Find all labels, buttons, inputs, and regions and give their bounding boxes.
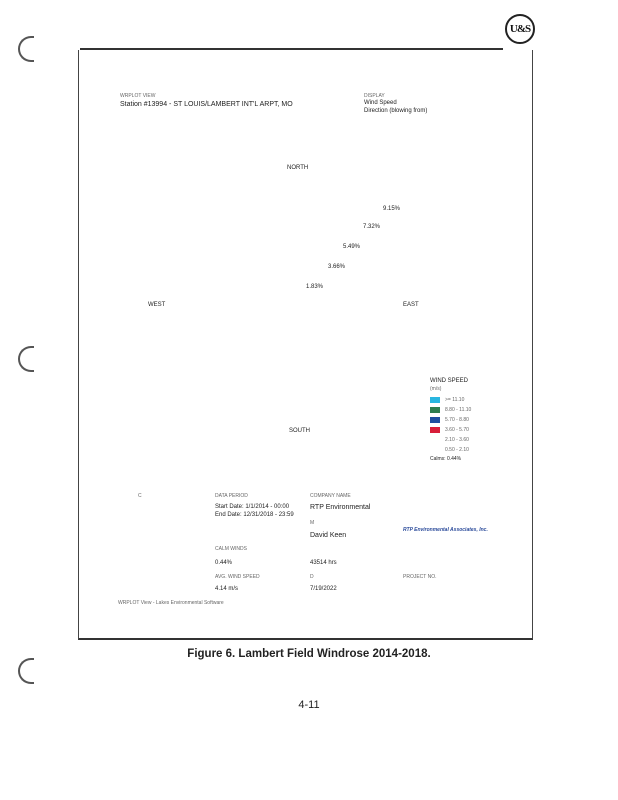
data-period-label: DATA PERIOD (215, 493, 248, 499)
legend-swatch (430, 417, 440, 423)
east-label: EAST (403, 302, 419, 308)
south-label: SOUTH (289, 428, 310, 434)
avg-speed-label: AVG. WIND SPEED (215, 574, 260, 580)
legend-calms: Calms: 0.44% (430, 456, 462, 462)
legend-label: 3.60 - 5.70 (445, 427, 469, 433)
legend-label: 8.80 - 11.10 (445, 407, 472, 413)
legend-title: WIND SPEED (430, 378, 469, 384)
legend-label: >= 11.10 (445, 397, 465, 403)
legend-label: 0.50 - 2.10 (445, 447, 469, 453)
legend-label: 5.70 - 8.80 (445, 417, 469, 423)
company-label: COMPANY NAME (310, 493, 351, 499)
north-label: NORTH (287, 165, 309, 171)
date-label: D (310, 574, 314, 580)
station-title: Station #13994 - ST LOUIS/LAMBERT INT'L ARPT, MO (120, 101, 293, 108)
calm-winds-label: CALM WINDS (215, 546, 247, 552)
display-value: Wind Speed (364, 100, 397, 106)
binder-hole-middle (18, 346, 34, 372)
ring-label: 9.15% (383, 206, 401, 212)
plot-label: WRPLOT VIEW (120, 93, 156, 99)
modeler-label: M (310, 520, 315, 526)
logo-text: U&S (509, 23, 531, 35)
windrose-figure-frame (78, 50, 533, 640)
legend-swatch (430, 407, 440, 413)
comments-label: C (138, 493, 142, 499)
start-date: Start Date: 1/1/2014 - 00:00 (215, 504, 290, 510)
company-name: RTP Environmental (310, 504, 371, 511)
ring-label: 3.66% (328, 264, 346, 270)
ring-label: 5.49% (343, 244, 361, 250)
page-number: 4-11 (298, 699, 320, 711)
avg-speed-value: 4.14 m/s (215, 586, 239, 592)
legend-unit: (m/s) (430, 386, 442, 392)
legend-swatch (430, 427, 440, 433)
figure-caption: Figure 6. Lambert Field Windrose 2014-2018. (187, 648, 431, 660)
end-date: End Date: 12/31/2018 - 23:59 (215, 512, 294, 518)
display-label: DISPLAY (364, 93, 385, 99)
west-label: WEST (148, 302, 166, 308)
legend-swatch (430, 397, 440, 403)
modeler-name: David Keen (310, 532, 347, 539)
legend-label: 2.10 - 3.60 (445, 437, 469, 443)
total-count-value: 43514 hrs (310, 560, 337, 566)
project-label: PROJECT NO. (403, 574, 437, 580)
rtp-logo: RTP Environmental Associates, Inc. (403, 527, 488, 533)
ring-label: 7.32% (363, 224, 381, 230)
binder-hole-top (18, 36, 34, 62)
date-value: 7/19/2022 (310, 586, 337, 592)
binder-hole-bottom (18, 658, 34, 684)
ring-label: 1.83% (306, 284, 324, 290)
calm-winds-value: 0.44% (215, 560, 233, 566)
direction-text: Direction (blowing from) (364, 108, 428, 114)
company-logo (505, 14, 535, 44)
software-note: WRPLOT View - Lakes Environmental Software (118, 600, 224, 606)
